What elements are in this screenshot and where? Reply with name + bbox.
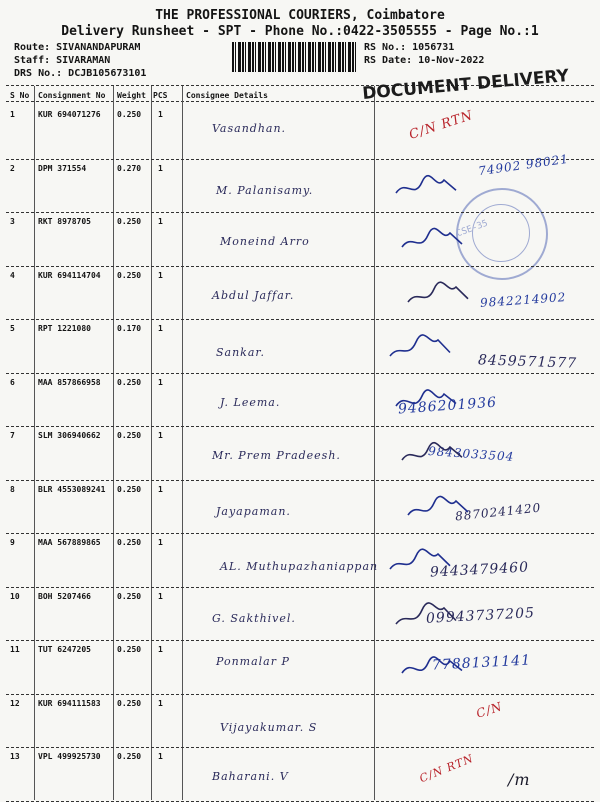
- row-signature: [398, 651, 468, 685]
- row-signature: [404, 277, 474, 311]
- row-receipt-note: 74902 98021: [477, 151, 570, 178]
- row-consignment-no: RPT 1221080: [38, 324, 91, 333]
- row-sno: 13: [10, 752, 20, 761]
- document-delivery-stamp: DOCUMENT DELIVERY: [361, 66, 570, 104]
- row-divider: [6, 533, 594, 534]
- row-divider: [6, 319, 594, 320]
- row-weight: 0.250: [117, 377, 142, 387]
- row-pcs: 1: [158, 163, 163, 173]
- row-pcs: 1: [158, 591, 163, 601]
- seal-code: CSE-35: [455, 218, 490, 240]
- row-consignment-no: VPL 499925730: [38, 752, 101, 761]
- row-consignee-name: Vijayakumar. S: [220, 720, 318, 734]
- row-consignee-name: Mr. Prem Pradeesh.: [212, 449, 341, 462]
- row-divider: [6, 426, 594, 427]
- row-sno: 3: [10, 217, 15, 226]
- col-pcs: PCS: [153, 91, 168, 100]
- row-signature: [386, 330, 456, 364]
- row-receipt-note: C/N RTN: [407, 108, 476, 143]
- route-label: Route: SIVANANDAPURAM: [14, 42, 141, 53]
- row-consignment-no: KUR 694111583: [38, 698, 101, 708]
- row-sno: 7: [10, 431, 15, 440]
- row-consignment-no: MAA 567889865: [38, 538, 101, 547]
- row-consignment-no: SLM 306940662: [38, 431, 101, 440]
- row-consignment-no: KUR 694114704: [38, 270, 101, 280]
- runsheet-subtitle: Delivery Runsheet - SPT - Phone No.:0422-3505555 - Page No.:1: [61, 24, 539, 39]
- row-divider: [6, 480, 594, 481]
- row-consignee-name: Sankar.: [216, 346, 265, 359]
- row-receipt-note: 7788131141: [431, 652, 532, 674]
- row-weight: 0.250: [117, 110, 142, 119]
- row-pcs: 1: [158, 645, 163, 654]
- row-divider: [6, 694, 594, 695]
- row-pcs: 1: [158, 324, 163, 333]
- row-signature: [386, 544, 456, 578]
- row-sno: 2: [10, 163, 15, 173]
- row-consignment-no: KUR 694071276: [38, 110, 101, 119]
- col-sno: S No: [10, 91, 30, 100]
- drs-number: DRS No.: DCJB105673101: [14, 68, 147, 79]
- col-weight: Weight: [117, 91, 146, 100]
- column-divider: [6, 101, 594, 102]
- row-consignee-name: AL. Muthupazhaniappan: [220, 560, 379, 573]
- row-consignment-no: DPM 371554: [38, 163, 87, 173]
- row-signature: [392, 598, 462, 632]
- row-consignment-no: MAA 857866958: [38, 377, 101, 387]
- row-signature: [392, 170, 462, 204]
- row-weight: 0.170: [117, 324, 142, 333]
- row-sno: 8: [10, 484, 15, 494]
- row-receipt-note: C/N: [474, 698, 505, 721]
- row-sno: 11: [10, 645, 20, 654]
- row-receipt-note: 09943737205: [425, 604, 536, 627]
- row-sno: 5: [10, 324, 15, 333]
- row-consignment-no: TUT 6247205: [38, 645, 91, 654]
- row-weight: 0.270: [117, 163, 142, 173]
- row-weight: 0.250: [117, 752, 142, 761]
- row-sno: 9: [10, 538, 15, 547]
- row-signature: [404, 491, 474, 525]
- row-pcs: 1: [158, 538, 163, 547]
- row-sno: 6: [10, 377, 15, 387]
- row-divider: [6, 640, 594, 641]
- row-divider: [6, 266, 594, 267]
- barcode: [232, 42, 358, 72]
- row-pcs: 1: [158, 431, 163, 440]
- row-weight: 0.250: [117, 270, 142, 280]
- row-signature: [398, 437, 468, 471]
- row-consignee-name: Jayapaman.: [216, 504, 291, 518]
- row-pcs: 1: [158, 217, 163, 226]
- row-consignment-no: RKT 8978705: [38, 217, 91, 226]
- row-receipt-note: 8459571577: [477, 352, 578, 372]
- row-divider: [6, 801, 594, 802]
- row-sno: 10: [10, 591, 20, 601]
- row-signature: [398, 223, 468, 257]
- row-consignment-no: BOH 5207466: [38, 591, 91, 601]
- row-pcs: 1: [158, 110, 163, 119]
- row-sno: 4: [10, 270, 15, 280]
- row-consignee-name: G. Sakthivel.: [212, 611, 296, 625]
- row-divider: [6, 373, 594, 374]
- row-sno: 12: [10, 698, 20, 708]
- row-receipt-note: 9443479460: [429, 559, 530, 581]
- row-weight: 0.250: [117, 431, 142, 440]
- row-pcs: 1: [158, 270, 163, 280]
- row-weight: 0.250: [117, 217, 142, 226]
- row-weight: 0.250: [117, 484, 142, 494]
- row-divider: [6, 747, 594, 748]
- row-pcs: 1: [158, 377, 163, 387]
- row-consignee-name: Moneind Arro: [220, 235, 310, 248]
- row-receipt-note: C/N RTN: [417, 751, 476, 786]
- row-receipt-note: 9486201936: [397, 394, 498, 417]
- row-weight: 0.250: [117, 538, 142, 547]
- row-consignee-name: Ponmalar P: [216, 655, 290, 668]
- row-divider: [6, 212, 594, 213]
- row-receipt-note: 8870241420: [454, 500, 542, 523]
- row-pcs: 1: [158, 484, 163, 494]
- row-weight: 0.250: [117, 645, 142, 654]
- runsheet-title: THE PROFESSIONAL COURIERS, Coimbatore: [155, 8, 445, 23]
- row-receipt-note: 9842214902: [479, 289, 567, 310]
- row-sno: 1: [10, 110, 15, 119]
- row-consignment-no: BLR 4553089241: [38, 484, 106, 494]
- footer-mark: /m: [508, 770, 531, 789]
- row-pcs: 1: [158, 752, 163, 761]
- staff-label: Staff: SIVARAMAN: [14, 55, 111, 66]
- col-consignee: Consignee Details: [186, 91, 268, 100]
- rs-number: RS No.: 1056731: [364, 42, 455, 53]
- row-consignee-name: M. Palanisamy.: [216, 183, 314, 197]
- row-consignee-name: Baharani. V: [212, 770, 289, 783]
- row-receipt-note: 9843033504: [427, 444, 515, 464]
- row-divider: [6, 587, 594, 588]
- row-consignee-name: Vasandhan.: [212, 122, 287, 135]
- col-consignment: Consignment No: [38, 91, 106, 100]
- rs-date: RS Date: 10-Nov-2022: [364, 55, 485, 66]
- row-weight: 0.250: [117, 591, 142, 601]
- row-pcs: 1: [158, 698, 163, 708]
- row-consignee-name: J. Leema.: [220, 395, 281, 409]
- row-weight: 0.250: [117, 698, 142, 708]
- row-signature: [392, 384, 462, 418]
- row-consignee-name: Abdul Jaffar.: [212, 288, 295, 302]
